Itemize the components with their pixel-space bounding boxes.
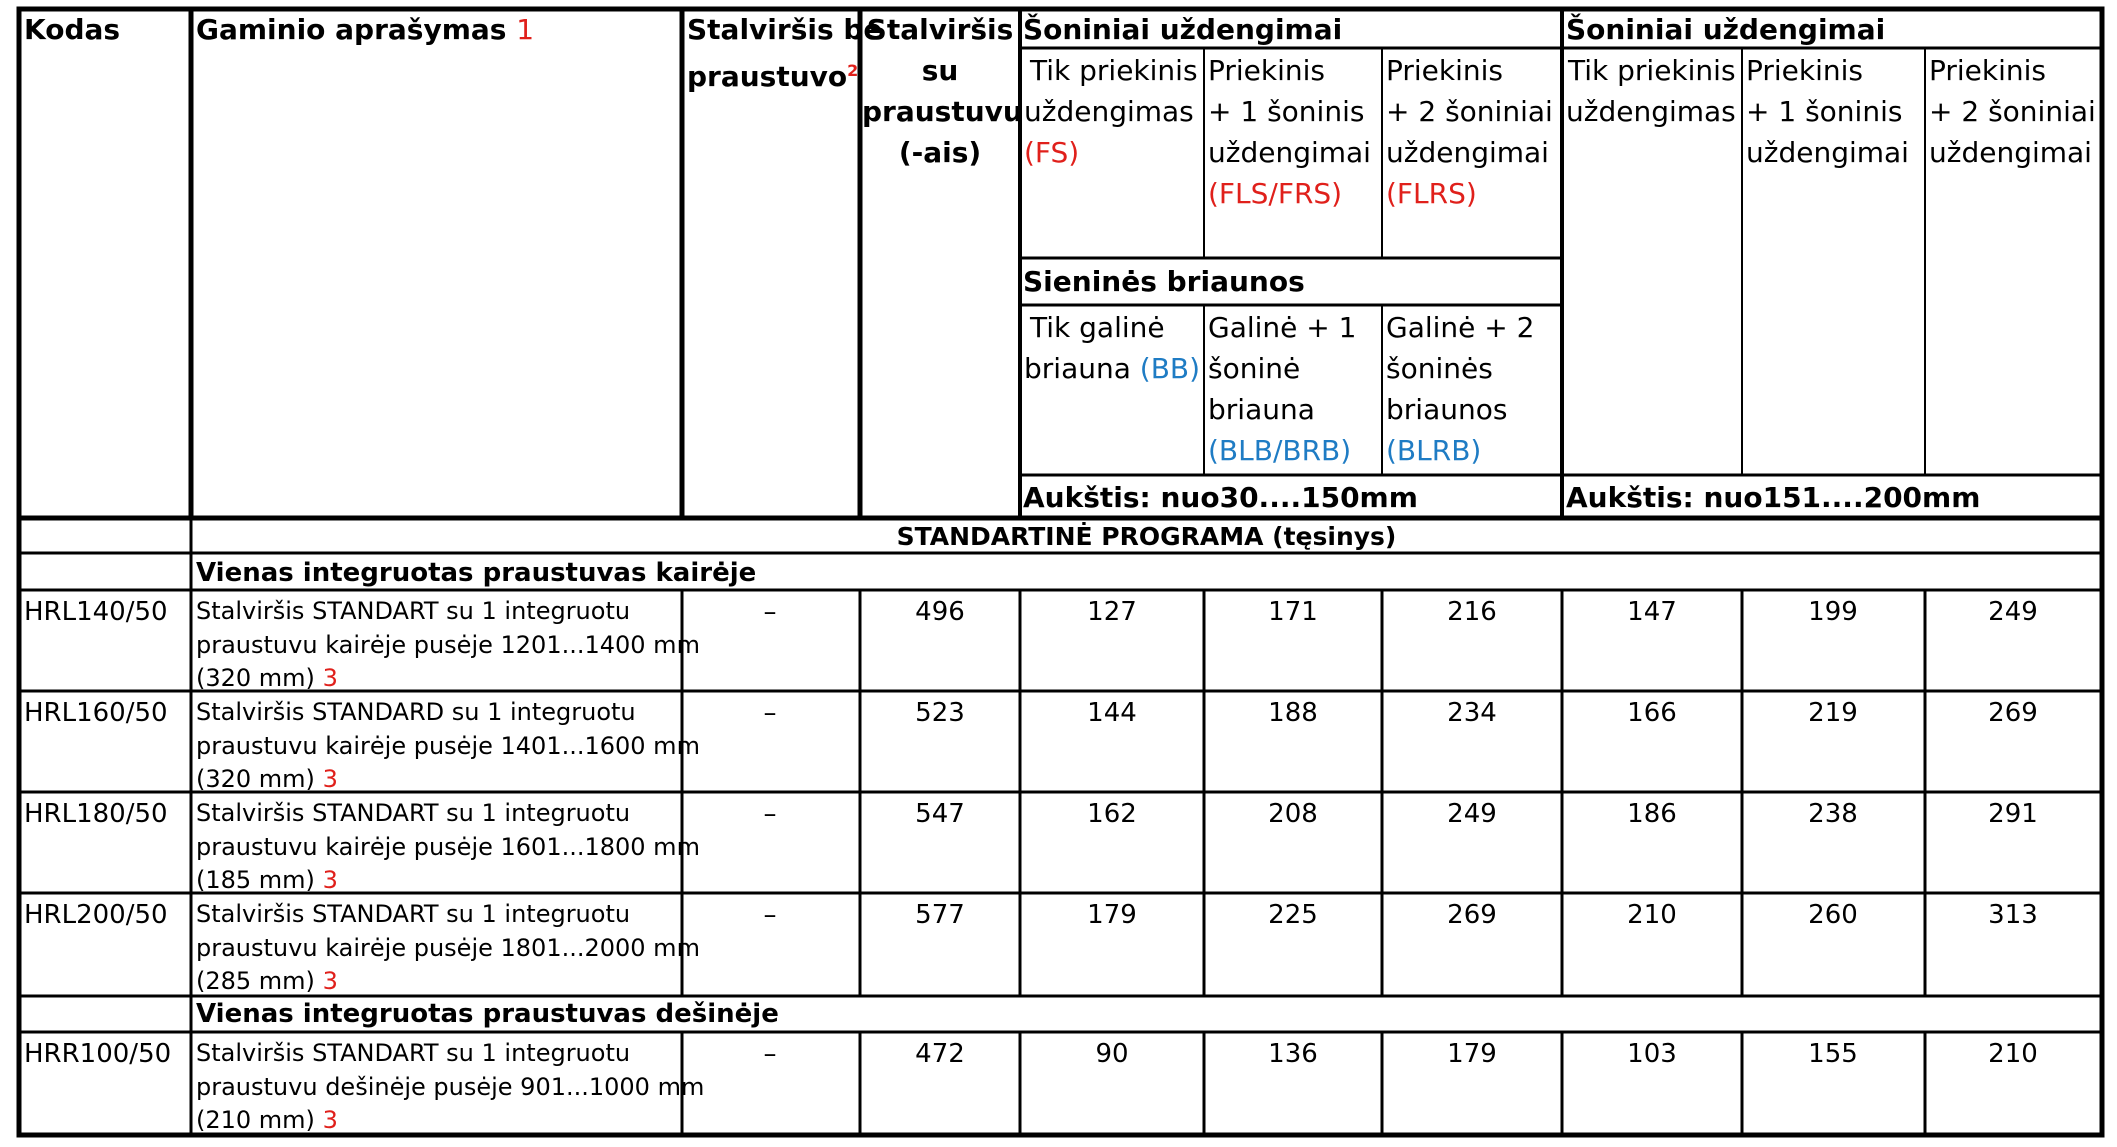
row-code: HRL200/50 bbox=[24, 900, 168, 930]
header-no-sink-line2 bbox=[687, 56, 858, 97]
row-price-1: 225 bbox=[1268, 900, 1318, 930]
blrb-line3: briaunos bbox=[1386, 393, 1508, 426]
row-no-sink: – bbox=[763, 698, 777, 728]
row-code: HRL160/50 bbox=[24, 698, 168, 728]
row-price-1: 188 bbox=[1268, 698, 1318, 728]
row-desc-size: (320 mm) bbox=[196, 664, 315, 692]
row-price-1: 208 bbox=[1268, 799, 1318, 829]
row-desc-line1: Stalviršis STANDART su 1 integruotu bbox=[196, 900, 631, 928]
blb-line1: Galinė + 1 bbox=[1208, 311, 1357, 344]
g2-fls-line3: uždengimai bbox=[1746, 136, 1909, 169]
header-no-sink-line1: Stalviršis be bbox=[687, 13, 883, 46]
g1-fs-code: (FS) bbox=[1024, 136, 1080, 169]
g2-fs-line2: uždengimas bbox=[1566, 95, 1736, 128]
row-code: HRL180/50 bbox=[24, 799, 168, 829]
header-no-sink-label: praustuvo bbox=[687, 60, 848, 93]
bb-label: briauna bbox=[1024, 352, 1131, 385]
section-title-right: Vienas integruotas praustuvas dešinėje bbox=[196, 999, 779, 1029]
row-price-2: 234 bbox=[1447, 698, 1497, 728]
g1-fls-line3: uždengimai bbox=[1208, 136, 1371, 169]
height-range-1: Aukštis: nuo30....150mm bbox=[1023, 481, 1418, 514]
header-code: Kodas bbox=[24, 13, 121, 46]
row-price-3: 186 bbox=[1627, 799, 1677, 829]
row-desc-line1: Stalviršis STANDART su 1 integruotu bbox=[196, 1039, 631, 1067]
row-price-3: 210 bbox=[1627, 900, 1677, 930]
row-price-0: 127 bbox=[1087, 597, 1137, 627]
blb-code: (BLB/BRB) bbox=[1208, 434, 1352, 467]
row-desc-line1: Stalviršis STANDART su 1 integruotu bbox=[196, 597, 631, 625]
row-price-0: 162 bbox=[1087, 799, 1137, 829]
footnote-3: 3 bbox=[322, 1106, 338, 1134]
row-code: HRL140/50 bbox=[24, 597, 168, 627]
row-price-5: 313 bbox=[1988, 900, 2038, 930]
row-price-5: 269 bbox=[1988, 698, 2038, 728]
row-price-4: 219 bbox=[1808, 698, 1858, 728]
header-with-sink-line4: (-ais) bbox=[898, 136, 982, 169]
row-with-sink: 523 bbox=[915, 698, 965, 728]
g1-flrs-line1: Priekinis bbox=[1386, 54, 1504, 87]
row-no-sink: – bbox=[763, 597, 777, 627]
g1-fls-line1: Priekinis bbox=[1208, 54, 1326, 87]
g1-flrs-line2: + 2 šoniniai bbox=[1386, 95, 1553, 128]
row-desc-line2: praustuvu dešinėje pusėje 901...1000 mm bbox=[196, 1073, 705, 1101]
g2-flrs-line2: + 2 šoniniai bbox=[1929, 95, 2096, 128]
blb-line3: briauna bbox=[1208, 393, 1315, 426]
g1-flrs-code: (FLRS) bbox=[1386, 177, 1477, 210]
row-price-4: 238 bbox=[1808, 799, 1858, 829]
footnote-3: 3 bbox=[322, 664, 338, 692]
row-desc-line3 bbox=[196, 863, 338, 897]
g2-fls-line2: + 1 šoninis bbox=[1746, 95, 1903, 128]
row-desc-line2: praustuvu kairėje pusėje 1401...1600 mm bbox=[196, 732, 700, 760]
row-price-0: 144 bbox=[1087, 698, 1137, 728]
row-price-3: 147 bbox=[1627, 597, 1677, 627]
row-price-4: 155 bbox=[1808, 1039, 1858, 1069]
row-with-sink: 472 bbox=[915, 1039, 965, 1069]
row-desc-size: (185 mm) bbox=[196, 866, 315, 894]
row-desc-line2: praustuvu kairėje pusėje 1801...2000 mm bbox=[196, 934, 700, 962]
g1-fs-line2: uždengimas bbox=[1024, 95, 1194, 128]
row-desc-line1: Stalviršis STANDART su 1 integruotu bbox=[196, 799, 631, 827]
bb-line1: Tik galinė bbox=[1030, 311, 1165, 344]
row-price-2: 269 bbox=[1447, 900, 1497, 930]
group2-title: Šoniniai uždengimai bbox=[1566, 13, 1886, 46]
bb-code: (BB) bbox=[1139, 352, 1201, 385]
row-no-sink: – bbox=[763, 900, 777, 930]
blrb-line2: šoninės bbox=[1386, 352, 1493, 385]
header-with-sink-line3: praustuvu bbox=[862, 95, 1023, 128]
g1-fs-line1: Tik priekinis bbox=[1030, 54, 1198, 87]
footnote-3: 3 bbox=[322, 765, 338, 793]
row-price-2: 179 bbox=[1447, 1039, 1497, 1069]
header-with-sink-line2: su bbox=[921, 54, 959, 87]
row-desc-line2: praustuvu kairėje pusėje 1601...1800 mm bbox=[196, 833, 700, 861]
header-description bbox=[196, 9, 534, 50]
g2-fs-line1: Tik priekinis bbox=[1568, 54, 1736, 87]
bb-line2 bbox=[1024, 348, 1200, 389]
g2-fls-line1: Priekinis bbox=[1746, 54, 1864, 87]
row-price-1: 136 bbox=[1268, 1039, 1318, 1069]
g2-flrs-line1: Priekinis bbox=[1929, 54, 2047, 87]
header-with-sink-line1: Stalviršis bbox=[866, 13, 1014, 46]
section-title-left: Vienas integruotas praustuvas kairėje bbox=[196, 558, 757, 588]
row-price-3: 166 bbox=[1627, 698, 1677, 728]
row-with-sink: 547 bbox=[915, 799, 965, 829]
row-price-2: 249 bbox=[1447, 799, 1497, 829]
row-price-5: 291 bbox=[1988, 799, 2038, 829]
row-price-1: 171 bbox=[1268, 597, 1318, 627]
footnote-2: 2 bbox=[847, 61, 859, 80]
row-no-sink: – bbox=[763, 1039, 777, 1069]
row-with-sink: 577 bbox=[915, 900, 965, 930]
header-description-label: Gaminio aprašymas bbox=[196, 13, 507, 46]
row-desc-size: (210 mm) bbox=[196, 1106, 315, 1134]
row-desc-size: (320 mm) bbox=[196, 765, 315, 793]
row-price-5: 210 bbox=[1988, 1039, 2038, 1069]
row-price-0: 179 bbox=[1087, 900, 1137, 930]
footnote-1: 1 bbox=[516, 13, 535, 46]
row-desc-line3 bbox=[196, 661, 338, 695]
row-code: HRR100/50 bbox=[24, 1039, 172, 1069]
footnote-3: 3 bbox=[322, 866, 338, 894]
row-desc-size: (285 mm) bbox=[196, 967, 315, 995]
row-desc-line1: Stalviršis STANDARD su 1 integruotu bbox=[196, 698, 636, 726]
footnote-3: 3 bbox=[322, 967, 338, 995]
row-price-4: 199 bbox=[1808, 597, 1858, 627]
row-price-2: 216 bbox=[1447, 597, 1497, 627]
row-with-sink: 496 bbox=[915, 597, 965, 627]
height-range-2: Aukštis: nuo151....200mm bbox=[1566, 481, 1981, 514]
group1-title: Šoniniai uždengimai bbox=[1023, 13, 1343, 46]
blrb-code: (BLRB) bbox=[1386, 434, 1482, 467]
wall-edges-title: Sieninės briaunos bbox=[1023, 265, 1305, 298]
row-desc-line3 bbox=[196, 964, 338, 998]
row-price-5: 249 bbox=[1988, 597, 2038, 627]
row-price-3: 103 bbox=[1627, 1039, 1677, 1069]
g1-fls-code: (FLS/FRS) bbox=[1208, 177, 1343, 210]
row-desc-line3 bbox=[196, 1103, 338, 1137]
row-desc-line3 bbox=[196, 762, 338, 796]
g1-fls-line2: + 1 šoninis bbox=[1208, 95, 1365, 128]
g1-flrs-line3: uždengimai bbox=[1386, 136, 1549, 169]
row-price-0: 90 bbox=[1095, 1039, 1129, 1069]
blb-line2: šoninė bbox=[1208, 352, 1301, 385]
row-no-sink: – bbox=[763, 799, 777, 829]
row-desc-line2: praustuvu kairėje pusėje 1201...1400 mm bbox=[196, 631, 700, 659]
blrb-line1: Galinė + 2 bbox=[1386, 311, 1535, 344]
program-title: STANDARTINĖ PROGRAMA (tęsinys) bbox=[896, 522, 1397, 551]
g2-flrs-line3: uždengimai bbox=[1929, 136, 2092, 169]
row-price-4: 260 bbox=[1808, 900, 1858, 930]
